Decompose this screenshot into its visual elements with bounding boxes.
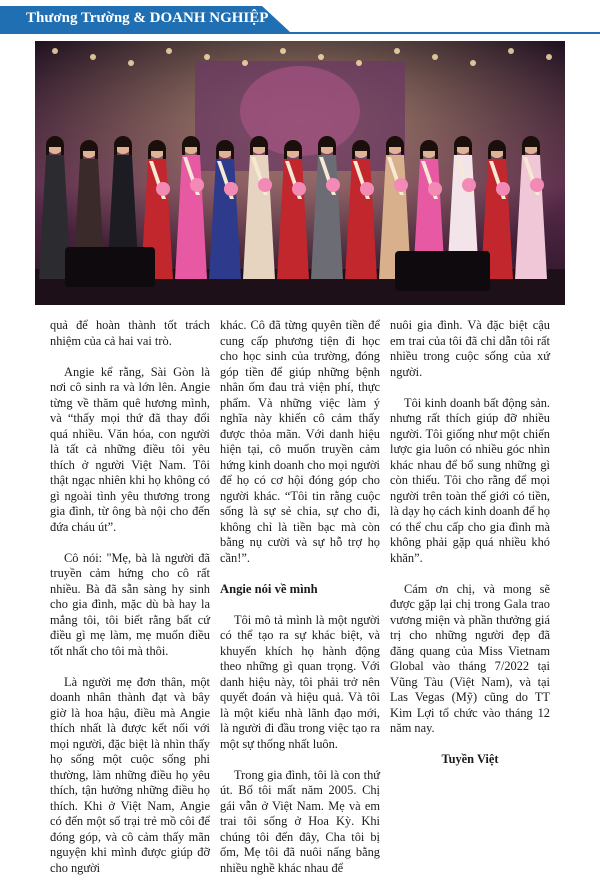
spotlight xyxy=(90,54,96,60)
gala-stage-photo xyxy=(35,41,565,305)
header-rule xyxy=(0,32,600,34)
spotlight xyxy=(432,54,438,60)
spotlight xyxy=(166,48,172,54)
paragraph: Là người mẹ đơn thân, một doanh nhân thành đạt và bây giờ là hoa hậu, điều mà Angie thích nhất là được kết nối với mọi người, đặc biệt là nhìn thấy họ sống một cuộc sống phi thường, làm những điều họ yêu thích, tận hưởng những điều họ thích. Khi ở Việt Nam, Angie có đến một số trại trẻ mồ côi để đóng góp, và cô cảm thấy mãn nguyện khi mình được giúp đỡ cho người xyxy=(50,674,210,875)
paragraph: nuôi gia đình. Và đặc biệt cậu em trai của tôi đã chỉ dẫn tôi rất nhiều trong cuộc sống của xứ người. xyxy=(390,318,550,379)
spotlight xyxy=(128,60,134,66)
paragraph: Angie kể rằng, Sài Gòn là nơi cô sinh ra và lớn lên. Angie từng về thăm quê hương mình, và “thấy mọi thứ đã thay đổi quá nhiều. Văn hóa, con người là tất cả những điều tôi yêu thích ở người Việt Nam. Tôi thật ngạc nhiên khi họ không có gì ngoài tình yêu thương trong gia đình, từ ông bà nội cho đến đứa cháu út”. xyxy=(50,364,210,534)
paragraph: khác. Cô đã từng quyên tiền để cung cấp phương tiện đi học cho học sinh của trường, đóng góp tiền để giúp những bệnh nhân ốm đau trả viện phí, thực phẩm. Và những việc làm ý nghĩa này khiến cô cảm thấy được thỏa mãn. Với danh hiệu hiện tại, cô muốn truyền cảm hứng kinh doanh cho mọi người để họ có cơ hội đóng góp cho người khác. “Tôi tin rằng cuộc sống là sự sẻ chia, sự cho đi, không chỉ là tiền bạc mà còn bằng nụ cười và sự hỗ trợ họ cần!”. xyxy=(220,318,380,565)
spotlight xyxy=(356,60,362,66)
section-header xyxy=(0,0,600,36)
spotlight xyxy=(470,60,476,66)
paragraph: Trong gia đình, tôi là con thứ út. Bố tôi mất năm 2005. Chị gái vẫn ở Việt Nam. Mẹ và em trai tôi sống ở Hoa Kỳ. Khi chúng tôi đến đây, Cha tôi bị ốm, Mẹ tôi đã nuôi nấng bằng nhiều nghề khác nhau để xyxy=(220,767,380,875)
paragraph: Tôi mô tả mình là một người có thể tạo ra sự khác biệt, và khuyến khích họ hành động theo những gì quan trọng. Với danh hiệu này, tôi phải trở nên quyết đoán và hiệu quả. Và tôi là một kiểu nhà lãnh đạo mới, là người đi đầu trong việc tạo ra một sự thống nhất luôn. xyxy=(220,612,380,751)
paragraph: Cô nói: "Mẹ, bà là người đã truyền cảm hứng cho cô rất nhiều. Bà đã sẵn sàng hy sinh cho gia đình, mặc dù bà hay la mắng tôi, tôi biết rằng bất cứ điều gì mẹ làm, mẹ muốn điều tốt nhất cho tôi mà thôi. xyxy=(50,550,210,658)
subheading: Angie nói về mình xyxy=(220,581,318,596)
paragraph: Tôi kinh doanh bất động sản. nhưng rất thích giúp đỡ nhiều người. Tôi giống như một chiến lược gia luôn có nhiều góc nhìn khác nhau để bổ sung những gì còn thiếu. Tôi cho rằng để mọi người trên toàn thế giới có tiền, là dạy họ cách kinh doanh để họ có thể chu cấp cho gia đình mà không phải gặp quá nhiều khó khăn”. xyxy=(390,395,550,565)
spotlight xyxy=(318,54,324,60)
spotlight xyxy=(508,48,514,54)
article-column-1 xyxy=(50,318,210,892)
article-column-2 xyxy=(220,318,380,892)
article-column-3 xyxy=(390,318,550,783)
spotlight xyxy=(546,54,552,60)
spotlight xyxy=(204,54,210,60)
spotlight xyxy=(52,48,58,54)
spotlight xyxy=(394,48,400,54)
section-title: Thương Trường & DOANH NGHIỆP xyxy=(26,10,269,26)
author-signature: Tuyền Việt xyxy=(441,752,499,766)
spotlight xyxy=(242,60,248,66)
paragraph: Cám ơn chị, và mong sẽ được gặp lại chị trong Gala trao vương miện và phần thưởng giá trị cho những người đẹp đã đăng quang của Miss Vietnam Global vào tháng 7/2022 tại Vũng Tàu (Việt Nam), và tại Las Vegas (Mỹ) cũng do TT Kim Lợi tổ chức vào tháng 12 năm nay. xyxy=(390,581,550,735)
spotlight xyxy=(280,48,286,54)
paragraph: quả để hoàn thành tốt trách nhiệm của cả hai vai trò. xyxy=(50,318,210,348)
